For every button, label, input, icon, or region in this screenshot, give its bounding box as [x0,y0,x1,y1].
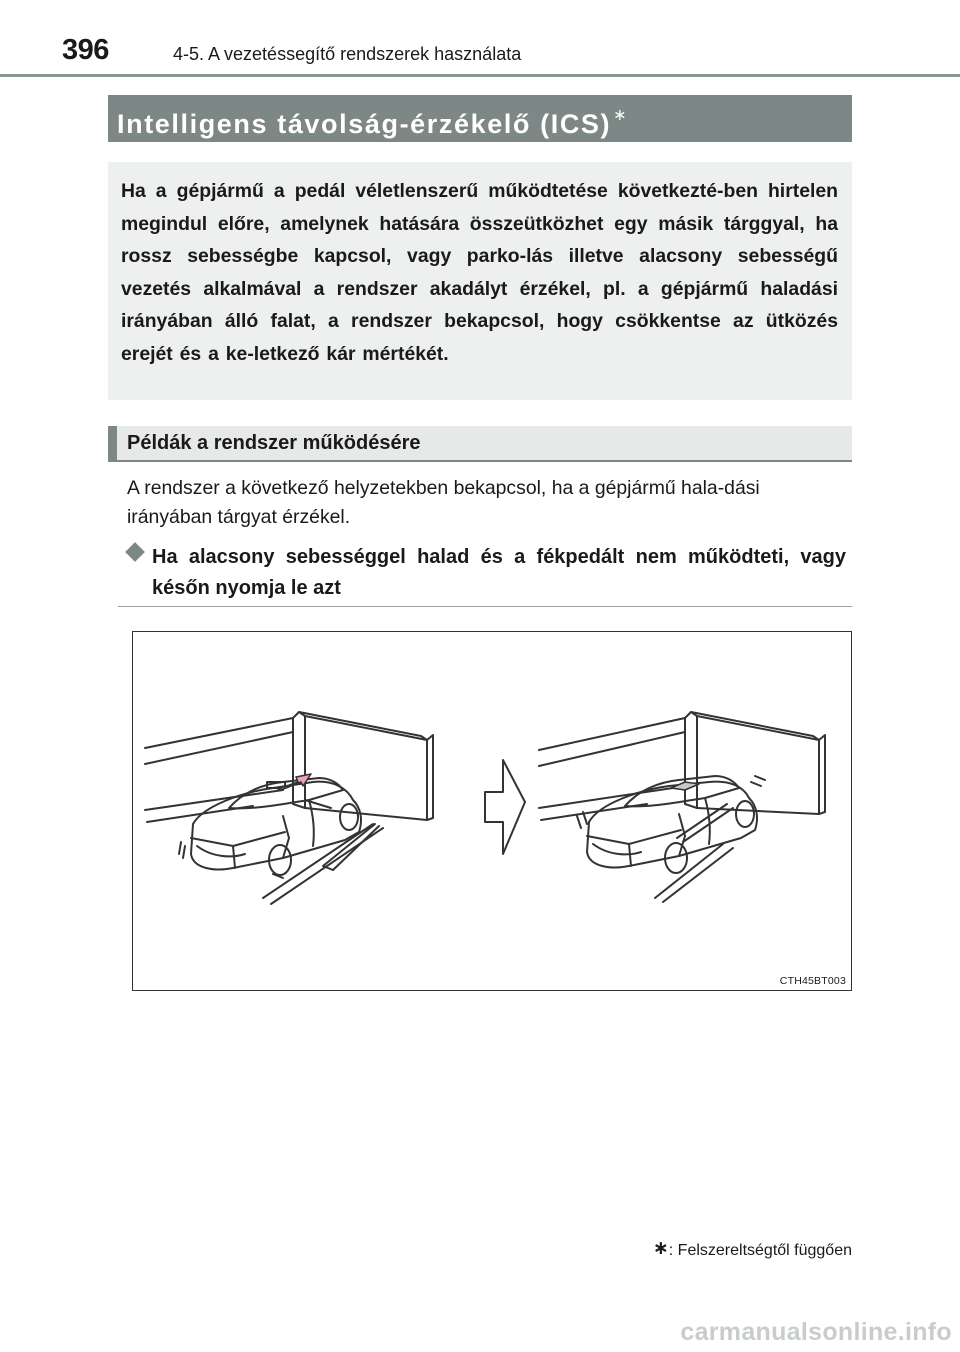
car-approaching-wall-illustration [145,712,433,904]
footnote [653,1237,852,1260]
intro-text: Ha a gépjármű a pedál véletlenszerű működtetése következté-ben hirtelen megindul előre, amelynek hatására összeütközhet egy másik tárggyal, ha rossz sebességbe kapcsol, vagy parko-lás illetve alacsony sebességű vezetés alkalmával a rendszer akadályt érzékel, pl. a gépjármű haladási irányában álló falat, a rendszer bekapcsol, hogy csökkentse az ütközés erejét és a ke-letkező kár mértékét. [121,180,838,365]
section-title-text: Intelligens távolság-érzékelő (ICS) [117,109,612,139]
diamond-bullet-icon [125,542,145,562]
footnote-text: : Felszereltségtől függően [668,1242,852,1259]
equipment-asterisk-icon: ∗ [613,107,629,124]
illustration-figure [132,631,852,991]
intro-box [108,162,852,400]
car-stopped-at-wall-illustration [539,712,825,902]
watermark: carmanualsonline.info [680,1318,952,1346]
section-title [108,95,852,142]
figure-code: CTH45BT003 [779,975,846,987]
figure-drawing [133,632,853,992]
page-number: 396 [62,34,109,66]
examples-body-text: A rendszer a következő helyzetekben bekapcsol, ha a gépjármű hala-dási irányában tárgyat érzékel. [127,477,760,528]
condition-heading: Ha alacsony sebességgel halad és a fékpedált nem működteti, vagy későn nyomja le azt [152,546,846,599]
right-arrow-icon [485,760,525,854]
header-divider [0,74,960,77]
breadcrumb: 4-5. A vezetéssegítő rendszerek használata [173,44,522,64]
condition-divider [118,606,852,607]
footnote-asterisk-icon: ∗ [652,1238,669,1259]
examples-heading: Példák a rendszer működésére [108,426,852,462]
